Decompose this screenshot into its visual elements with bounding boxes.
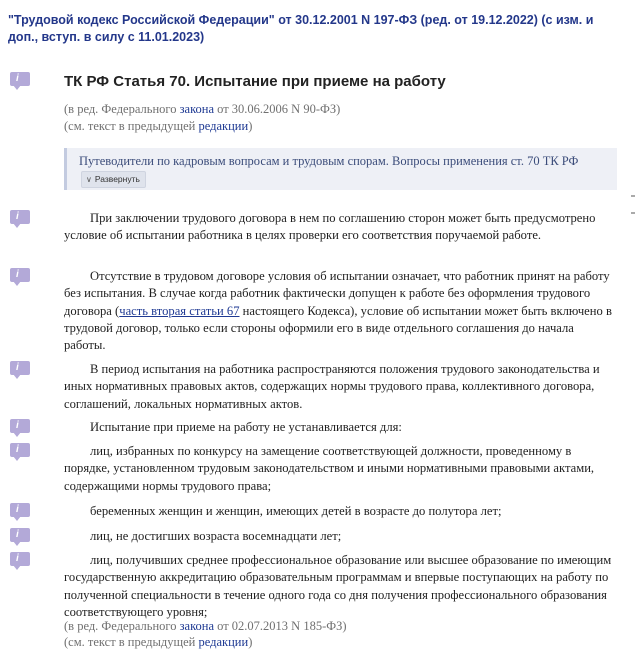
scroll-marker [631, 195, 635, 197]
comment-icon[interactable]: i [10, 361, 30, 375]
amendment-note-2: (в ред. Федерального закона от 02.07.2013 N 185-ФЗ) [64, 619, 347, 633]
paragraph-7: лиц, не достигших возраста восемнадцати лет; [90, 529, 342, 543]
expand-button[interactable]: ∨ Развернуть [81, 171, 146, 188]
previous-edition-note: (см. текст в предыдущей редакции) [64, 119, 253, 133]
paragraph-2: Отсутствие в трудовом договоре условия об испытании означает, что работник принят на работу без испытания. В случае когда работник фактически допущен к работе без оформления трудового договора (часть вторая статьи 67 настоящего Кодекса), условие об испытании может быть включено в трудовой договор, только если стороны оформили его в виде отдельного соглашения до начала работы. [64, 269, 612, 353]
guide-box [64, 148, 617, 190]
paragraph-4: Испытание при приеме на работу не устанавливается для: [90, 420, 402, 434]
law-link[interactable]: закона [179, 102, 214, 116]
paragraph-1: При заключении трудового договора в нем по соглашению сторон может быть предусмотрено условие об испытании работника в целях проверки его соответствия поручаемой работе. [64, 211, 596, 243]
scroll-marker [631, 212, 635, 214]
comment-icon[interactable]: i [10, 268, 30, 282]
amendment-note: (в ред. Федерального закона от 30.06.2006 N 90-ФЗ) [64, 102, 341, 116]
comment-icon[interactable]: i [10, 552, 30, 566]
law-link-2[interactable]: закона [179, 619, 214, 633]
edition-link[interactable]: редакции [198, 119, 249, 133]
comment-icon[interactable]: i [10, 503, 30, 517]
paragraph-3: В период испытания на работника распространяются положения трудового законодательства и иных нормативных правовых актов, содержащих нормы трудового права, коллективного договора, соглашений, локальных нормативных актов. [64, 362, 600, 411]
paragraph-6: беременных женщин и женщин, имеющих детей в возрасте до полутора лет; [90, 504, 502, 518]
comment-icon[interactable]: i [10, 443, 30, 457]
article-67-link[interactable]: часть вторая статьи 67 [119, 303, 240, 318]
paragraph-8: лиц, получивших среднее профессиональное образование или высшее образование по имеющим государственную аккредитацию образовательным программам и впервые поступающих на работу по полученной специальности в течение одного года со дня получения профессионального образования соответствующего уровня; [64, 553, 612, 619]
article-title: ТК РФ Статья 70. Испытание при приеме на работу [64, 73, 446, 90]
edition-link-2[interactable]: редакции [198, 635, 249, 649]
comment-icon[interactable]: i [10, 72, 30, 86]
comment-icon[interactable]: i [10, 419, 30, 433]
comment-icon[interactable]: i [10, 528, 30, 542]
guide-text[interactable]: Путеводители по кадровым вопросам и трудовым спорам. Вопросы применения ст. 70 ТК РФ [79, 154, 579, 168]
comment-icon[interactable]: i [10, 210, 30, 224]
chevron-down-icon: ∨ [86, 175, 92, 184]
paragraph-5: лиц, избранных по конкурсу на замещение соответствующей должности, проведенному в порядке, установленном трудовым законодательством и иными нормативными правовыми актами, содержащими нормы трудового права; [64, 444, 595, 493]
document-header: "Трудовой кодекс Российской Федерации" от 30.12.2001 N 197-ФЗ (ред. от 19.12.2022) (с изм. и доп., вступ. в силу с 11.01.2023) [8, 13, 594, 44]
previous-edition-note-2: (см. текст в предыдущей редакции) [64, 635, 253, 649]
